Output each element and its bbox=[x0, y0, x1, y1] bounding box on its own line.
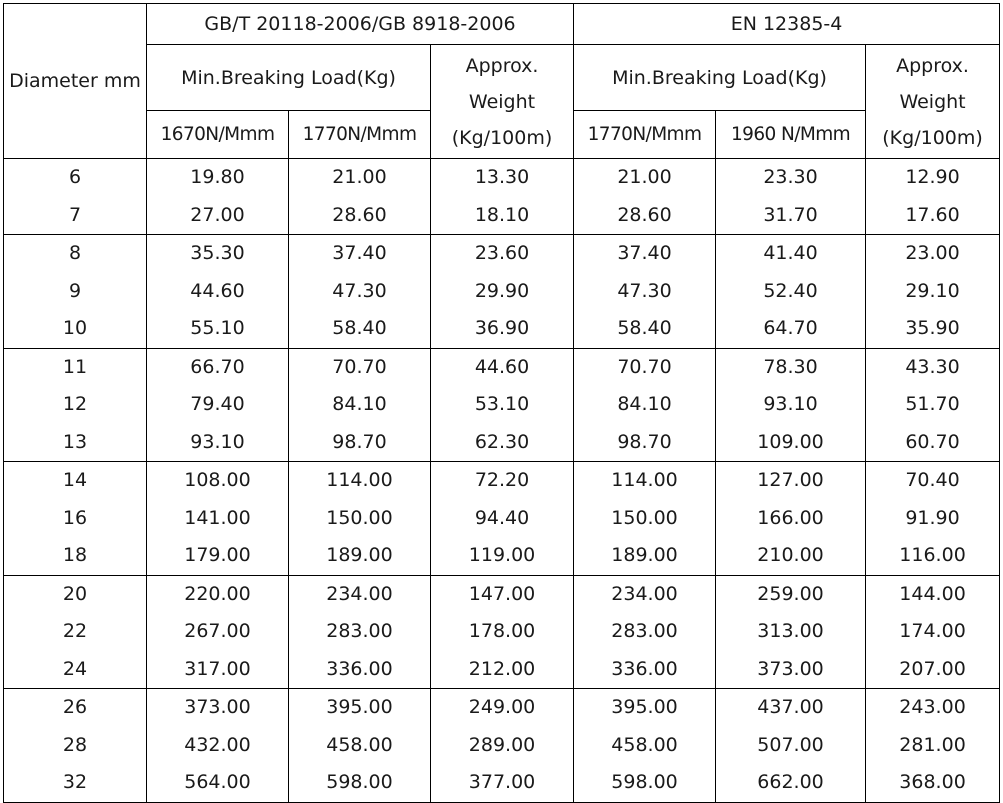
gb-1770-cell: 21.00 bbox=[289, 159, 431, 197]
en-1770-cell: 150.00 bbox=[574, 500, 716, 538]
en-1770-cell: 189.00 bbox=[574, 537, 716, 575]
en-1960-cell: 78.30 bbox=[716, 348, 866, 386]
diameter-cell: 9 bbox=[4, 273, 147, 311]
diameter-header: Diameter mm bbox=[4, 4, 147, 159]
en-1960-cell: 23.30 bbox=[716, 159, 866, 197]
gb-1770-cell: 458.00 bbox=[289, 727, 431, 765]
gb-1670-cell: 19.80 bbox=[147, 159, 289, 197]
gb-1670-cell: 44.60 bbox=[147, 273, 289, 311]
gb-1770-cell: 98.70 bbox=[289, 424, 431, 462]
table-row bbox=[4, 348, 1000, 386]
gb-weight-header: Approx. Weight (Kg/100m) bbox=[431, 45, 574, 159]
gb-weight-cell: 377.00 bbox=[431, 764, 574, 802]
diameter-cell: 24 bbox=[4, 651, 147, 689]
en-min-breaking-header: Min.Breaking Load(Kg) bbox=[574, 45, 866, 111]
gb-1670-cell: 141.00 bbox=[147, 500, 289, 538]
diameter-cell: 12 bbox=[4, 386, 147, 424]
en-1770-cell: 598.00 bbox=[574, 764, 716, 802]
en-weight-cell: 12.90 bbox=[866, 159, 1000, 197]
table-row bbox=[4, 273, 1000, 311]
table-row bbox=[4, 689, 1000, 727]
gb-weight-cell: 53.10 bbox=[431, 386, 574, 424]
gb-weight-cell: 62.30 bbox=[431, 424, 574, 462]
gb-1770-cell: 150.00 bbox=[289, 500, 431, 538]
gb-1770-cell: 70.70 bbox=[289, 348, 431, 386]
en-1960-cell: 52.40 bbox=[716, 273, 866, 311]
diameter-cell: 22 bbox=[4, 613, 147, 651]
en-weight-cell: 17.60 bbox=[866, 197, 1000, 235]
diameter-cell: 13 bbox=[4, 424, 147, 462]
en-1960-cell: 259.00 bbox=[716, 575, 866, 613]
gb-grade-1770-header: 1770N/Mmm bbox=[289, 111, 431, 159]
en-1770-cell: 70.70 bbox=[574, 348, 716, 386]
table-row bbox=[4, 197, 1000, 235]
en-grade-1770-header: 1770N/Mmm bbox=[574, 111, 716, 159]
gb-grade-1670-header: 1670N/Mmm bbox=[147, 111, 289, 159]
diameter-cell: 14 bbox=[4, 462, 147, 500]
gb-weight-cell: 72.20 bbox=[431, 462, 574, 500]
en-weight-cell: 29.10 bbox=[866, 273, 1000, 311]
en-weight-cell: 60.70 bbox=[866, 424, 1000, 462]
gb-1770-cell: 395.00 bbox=[289, 689, 431, 727]
gb-1670-cell: 179.00 bbox=[147, 537, 289, 575]
en-1960-cell: 313.00 bbox=[716, 613, 866, 651]
en-1770-cell: 98.70 bbox=[574, 424, 716, 462]
wire-rope-spec-table bbox=[3, 3, 1000, 803]
table-row bbox=[4, 386, 1000, 424]
table-row bbox=[4, 500, 1000, 538]
table-row bbox=[4, 613, 1000, 651]
en-weight-cell: 23.00 bbox=[866, 235, 1000, 273]
en-weight-cell: 207.00 bbox=[866, 651, 1000, 689]
en-1960-cell: 93.10 bbox=[716, 386, 866, 424]
diameter-cell: 28 bbox=[4, 727, 147, 765]
en-weight-cell: 368.00 bbox=[866, 764, 1000, 802]
en-weight-cell: 35.90 bbox=[866, 310, 1000, 348]
en-1960-cell: 109.00 bbox=[716, 424, 866, 462]
en-1770-cell: 395.00 bbox=[574, 689, 716, 727]
gb-weight-cell: 94.40 bbox=[431, 500, 574, 538]
en-weight-cell: 43.30 bbox=[866, 348, 1000, 386]
en-weight-cell: 51.70 bbox=[866, 386, 1000, 424]
diameter-cell: 11 bbox=[4, 348, 147, 386]
gb-weight-cell: 36.90 bbox=[431, 310, 574, 348]
en-1770-cell: 37.40 bbox=[574, 235, 716, 273]
gb-1670-cell: 27.00 bbox=[147, 197, 289, 235]
en-weight-header: Approx. Weight (Kg/100m) bbox=[866, 45, 1000, 159]
diameter-cell: 7 bbox=[4, 197, 147, 235]
gb-weight-cell: 23.60 bbox=[431, 235, 574, 273]
gb-weight-cell: 13.30 bbox=[431, 159, 574, 197]
gb-1670-cell: 79.40 bbox=[147, 386, 289, 424]
gb-1670-cell: 220.00 bbox=[147, 575, 289, 613]
diameter-cell: 8 bbox=[4, 235, 147, 273]
en-1960-cell: 41.40 bbox=[716, 235, 866, 273]
table-row bbox=[4, 462, 1000, 500]
en-1770-cell: 28.60 bbox=[574, 197, 716, 235]
gb-weight-cell: 119.00 bbox=[431, 537, 574, 575]
gb-weight-cell: 212.00 bbox=[431, 651, 574, 689]
en-weight-cell: 281.00 bbox=[866, 727, 1000, 765]
diameter-cell: 18 bbox=[4, 537, 147, 575]
en-1770-cell: 58.40 bbox=[574, 310, 716, 348]
en-1960-cell: 373.00 bbox=[716, 651, 866, 689]
gb-1770-cell: 598.00 bbox=[289, 764, 431, 802]
gb-1670-cell: 373.00 bbox=[147, 689, 289, 727]
gb-1770-cell: 114.00 bbox=[289, 462, 431, 500]
en-1770-cell: 458.00 bbox=[574, 727, 716, 765]
gb-standard-header: GB/T 20118-2006/GB 8918-2006 bbox=[147, 4, 574, 45]
gb-1770-cell: 283.00 bbox=[289, 613, 431, 651]
gb-1770-cell: 84.10 bbox=[289, 386, 431, 424]
gb-1670-cell: 66.70 bbox=[147, 348, 289, 386]
en-weight-cell: 243.00 bbox=[866, 689, 1000, 727]
en-1770-cell: 234.00 bbox=[574, 575, 716, 613]
diameter-cell: 16 bbox=[4, 500, 147, 538]
en-1770-cell: 47.30 bbox=[574, 273, 716, 311]
diameter-cell: 32 bbox=[4, 764, 147, 802]
gb-1670-cell: 35.30 bbox=[147, 235, 289, 273]
gb-weight-cell: 289.00 bbox=[431, 727, 574, 765]
table-row bbox=[4, 575, 1000, 613]
gb-1770-cell: 37.40 bbox=[289, 235, 431, 273]
gb-1670-cell: 108.00 bbox=[147, 462, 289, 500]
gb-min-breaking-header: Min.Breaking Load(Kg) bbox=[147, 45, 431, 111]
en-1960-cell: 31.70 bbox=[716, 197, 866, 235]
table-row bbox=[4, 727, 1000, 765]
gb-1670-cell: 432.00 bbox=[147, 727, 289, 765]
gb-weight-cell: 29.90 bbox=[431, 273, 574, 311]
gb-weight-cell: 147.00 bbox=[431, 575, 574, 613]
gb-1770-cell: 58.40 bbox=[289, 310, 431, 348]
gb-1770-cell: 336.00 bbox=[289, 651, 431, 689]
gb-1770-cell: 189.00 bbox=[289, 537, 431, 575]
en-weight-cell: 91.90 bbox=[866, 500, 1000, 538]
gb-1670-cell: 564.00 bbox=[147, 764, 289, 802]
table-row bbox=[4, 235, 1000, 273]
en-1960-cell: 64.70 bbox=[716, 310, 866, 348]
en-1960-cell: 662.00 bbox=[716, 764, 866, 802]
table-row bbox=[4, 537, 1000, 575]
gb-1670-cell: 55.10 bbox=[147, 310, 289, 348]
diameter-cell: 20 bbox=[4, 575, 147, 613]
diameter-cell: 10 bbox=[4, 310, 147, 348]
diameter-cell: 6 bbox=[4, 159, 147, 197]
gb-weight-cell: 249.00 bbox=[431, 689, 574, 727]
en-1770-cell: 336.00 bbox=[574, 651, 716, 689]
gb-weight-cell: 178.00 bbox=[431, 613, 574, 651]
gb-1770-cell: 47.30 bbox=[289, 273, 431, 311]
en-1770-cell: 84.10 bbox=[574, 386, 716, 424]
table-row bbox=[4, 424, 1000, 462]
gb-1770-cell: 234.00 bbox=[289, 575, 431, 613]
table-row bbox=[4, 651, 1000, 689]
en-1770-cell: 114.00 bbox=[574, 462, 716, 500]
en-weight-cell: 144.00 bbox=[866, 575, 1000, 613]
gb-weight-cell: 18.10 bbox=[431, 197, 574, 235]
gb-1670-cell: 267.00 bbox=[147, 613, 289, 651]
diameter-cell: 26 bbox=[4, 689, 147, 727]
en-grade-1960-header: 1960 N/Mmm bbox=[716, 111, 866, 159]
en-1960-cell: 437.00 bbox=[716, 689, 866, 727]
en-1960-cell: 166.00 bbox=[716, 500, 866, 538]
table-row bbox=[4, 310, 1000, 348]
table-body bbox=[4, 4, 1000, 803]
table-row bbox=[4, 764, 1000, 802]
en-1770-cell: 21.00 bbox=[574, 159, 716, 197]
gb-1670-cell: 317.00 bbox=[147, 651, 289, 689]
en-weight-cell: 116.00 bbox=[866, 537, 1000, 575]
table-row bbox=[4, 159, 1000, 197]
en-1960-cell: 507.00 bbox=[716, 727, 866, 765]
gb-1670-cell: 93.10 bbox=[147, 424, 289, 462]
en-1960-cell: 127.00 bbox=[716, 462, 866, 500]
en-weight-cell: 174.00 bbox=[866, 613, 1000, 651]
en-weight-cell: 70.40 bbox=[866, 462, 1000, 500]
en-standard-header: EN 12385-4 bbox=[574, 4, 1000, 45]
en-1770-cell: 283.00 bbox=[574, 613, 716, 651]
gb-weight-cell: 44.60 bbox=[431, 348, 574, 386]
gb-1770-cell: 28.60 bbox=[289, 197, 431, 235]
en-1960-cell: 210.00 bbox=[716, 537, 866, 575]
